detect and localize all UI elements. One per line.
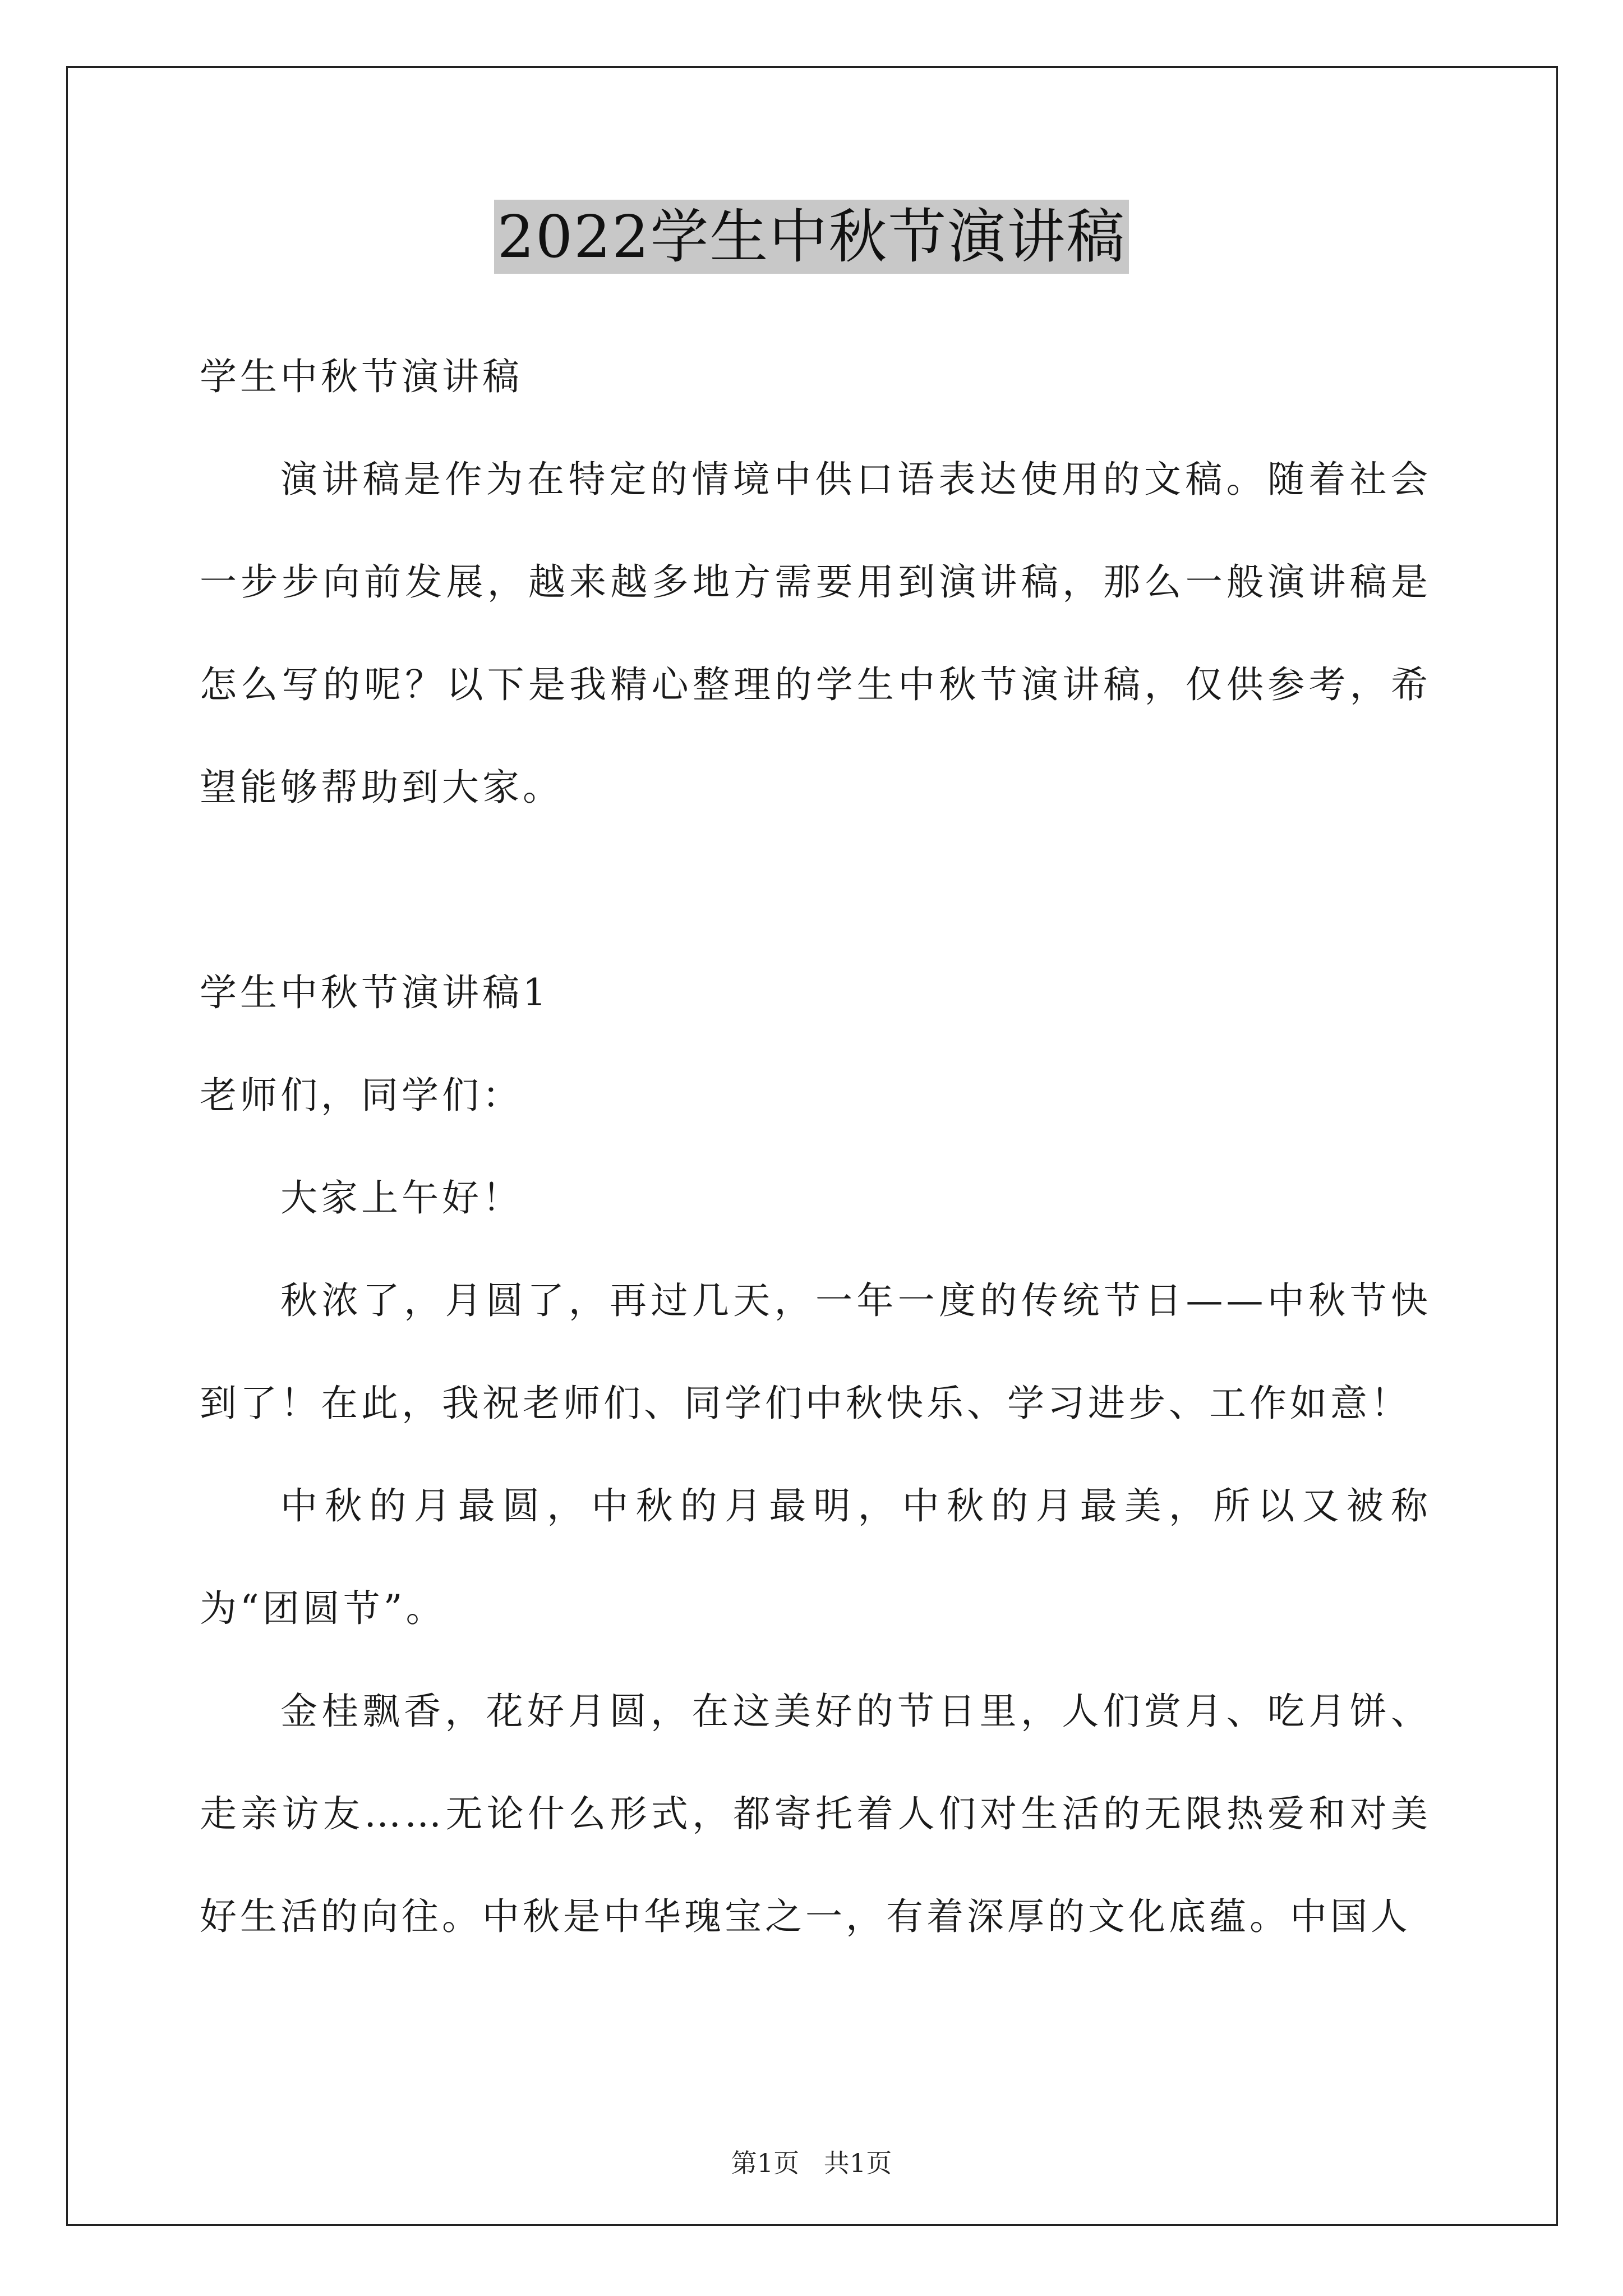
intro-paragraph: 演讲稿是作为在特定的情境中供口语表达使用的文稿。随着社会一步步向前发展，越来越多地方需要用到演讲稿，那么一般演讲稿是怎么写的呢？以下是我精心整理的学生中秋节演讲稿，仅供参考，希望能够帮助到大家。	[200, 458, 1431, 809]
greeting-paragraph: 大家上午好！	[280, 1176, 523, 1220]
section-heading: 学生中秋节演讲稿1	[200, 971, 550, 1014]
subtitle-paragraph: 学生中秋节演讲稿	[200, 355, 523, 398]
salutation-paragraph: 老师们，同学们：	[200, 1074, 523, 1117]
document-body	[200, 325, 1431, 1968]
document-title: 2022学生中秋节演讲稿	[494, 200, 1129, 274]
body-paragraph: 秋浓了，月圆了，再过几天，一年一度的传统节日——中秋节快到了！在此，我祝老师们、同学们中秋快乐、学习进步、工作如意！	[200, 1279, 1431, 1425]
title-container	[0, 200, 1623, 274]
body-paragraph: 金桂飘香，花好月圆，在这美好的节日里，人们赏月、吃月饼、走亲访友……无论什么形式，都寄托着人们对生活的无限热爱和对美好生活的向往。中秋是中华瑰宝之一，有着深厚的文化底蕴。中国人	[200, 1690, 1431, 1938]
page-footer: 第1页 共1页	[731, 2148, 892, 2178]
body-paragraph: 中秋的月最圆，中秋的月最明，中秋的月最美，所以又被称为“团圆节”。	[200, 1484, 1431, 1630]
